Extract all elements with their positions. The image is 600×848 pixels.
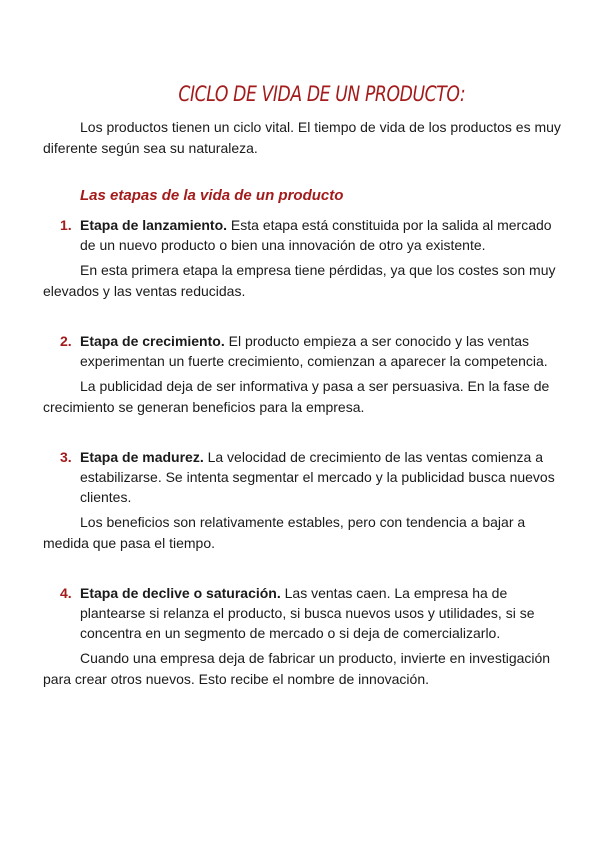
stage-item-4 <box>60 583 560 643</box>
stage-note-1 <box>43 260 568 302</box>
stage-note-2 <box>43 376 568 418</box>
stage-number: 3. <box>60 449 72 465</box>
stage-heading: Etapa de declive o saturación. <box>80 585 281 601</box>
stage-item-1 <box>60 215 560 255</box>
stage-text: Las ventas caen. La empresa ha de plantearse si relanza el producto, si busca nuevos usos y utilidades, si se concentra en un segmento de mercado o si deja de comercializarlo. <box>80 585 535 641</box>
stage-text: La velocidad de crecimiento de las ventas comienza a estabilizarse. Se intenta segmentar el mercado y la publicidad busca nuevos clientes. <box>80 449 555 505</box>
stage-number: 1. <box>60 217 72 233</box>
stage-heading: Etapa de madurez. <box>80 449 204 465</box>
section-subtitle: Las etapas de la vida de un producto <box>80 187 344 204</box>
stage-note-text: La publicidad deja de ser informativa y pasa a ser persuasiva. En la fase de crecimiento se generan beneficios para la empresa. <box>43 378 550 415</box>
stage-number: 2. <box>60 333 72 349</box>
stage-note-text: Cuando una empresa deja de fabricar un producto, invierte en investigación para crear otros nuevos. Esto recibe el nombre de innovación. <box>43 650 551 687</box>
stage-number: 4. <box>60 585 72 601</box>
stage-note-4 <box>43 648 568 690</box>
stage-heading: Etapa de lanzamiento. <box>80 217 228 233</box>
intro-text: Los productos tienen un ciclo vital. El tiempo de vida de los productos es muy diferente según sea su naturaleza. <box>43 119 561 156</box>
stage-note-3 <box>43 512 568 554</box>
stage-heading: Etapa de crecimiento. <box>80 333 225 349</box>
stage-text: Esta etapa está constituida por la salida al mercado de un nuevo producto o bien una innovación de otro ya existente. <box>80 217 552 253</box>
intro-paragraph <box>43 117 568 159</box>
page-title: CICLO DE VIDA DE UN PRODUCTO: <box>178 82 466 106</box>
stage-item-2 <box>60 331 560 371</box>
stage-note-text: Los beneficios son relativamente estables, pero con tendencia a bajar a medida que pasa el tiempo. <box>43 514 526 551</box>
stage-text: El producto empieza a ser conocido y las ventas experimentan un fuerte crecimiento, comienzan a aparecer la competencia. <box>80 333 548 369</box>
stage-note-text: En esta primera etapa la empresa tiene pérdidas, ya que los costes son muy elevados y las ventas reducidas. <box>43 262 556 299</box>
stage-item-3 <box>60 447 560 507</box>
